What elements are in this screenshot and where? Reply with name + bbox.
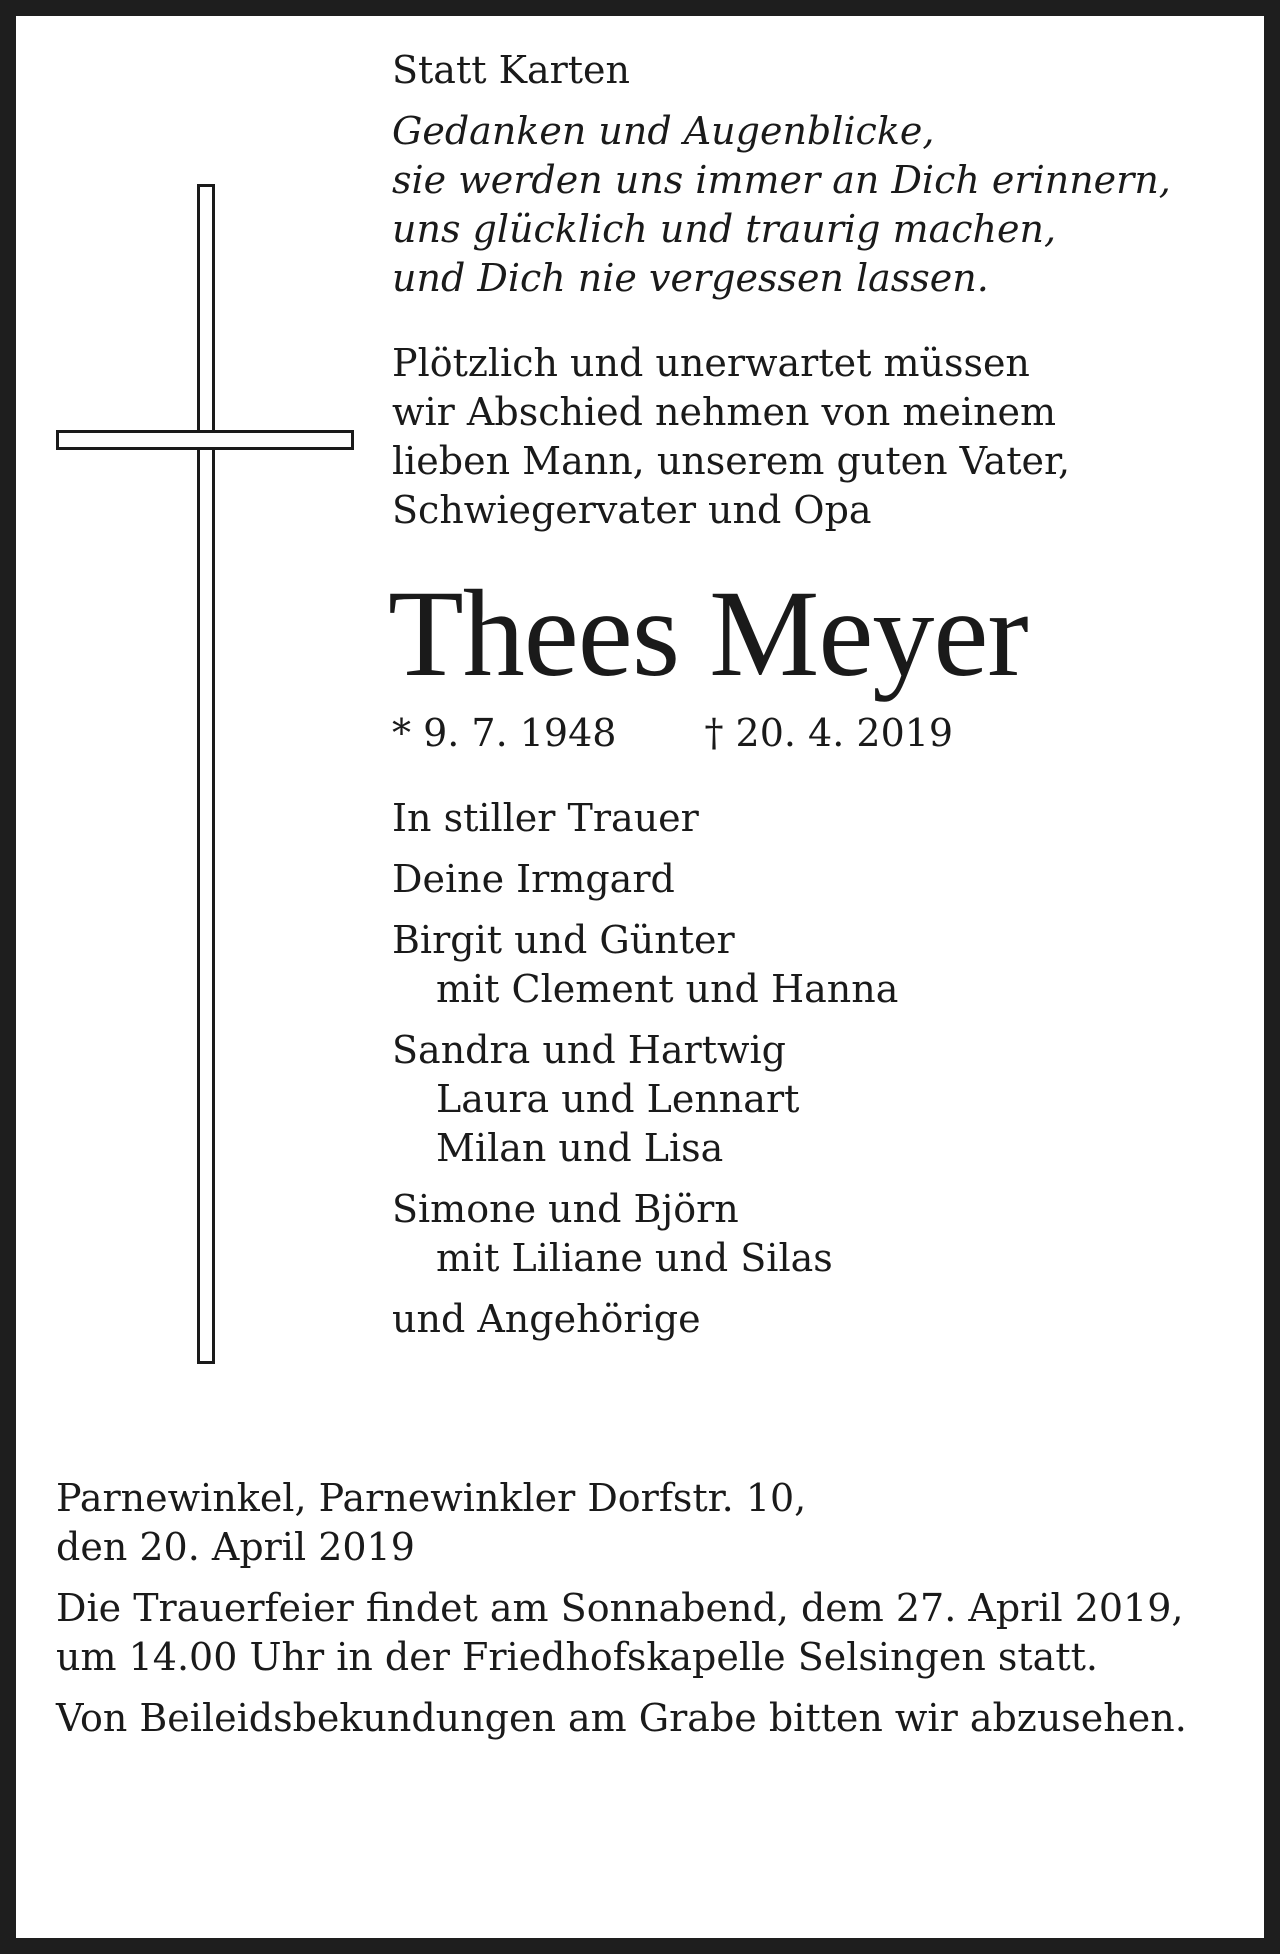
mourner-family-children: Milan und Lisa	[436, 1126, 724, 1170]
mourner-family	[392, 1026, 1252, 1173]
cross-joint	[200, 433, 212, 447]
death-date: † 20. 4. 2019	[704, 711, 954, 755]
announcement	[392, 339, 1252, 535]
address-date: den 20. April 2019	[56, 1525, 415, 1569]
poem-line: Gedanken und Augenblicke,	[392, 109, 935, 153]
mourner-spouse: Deine Irmgard	[392, 857, 675, 901]
mourner-relatives: und Angehörige	[392, 1297, 701, 1341]
mourner-family-children: mit Liliane und Silas	[436, 1236, 833, 1280]
poem-line: uns glücklich und traurig machen,	[392, 207, 1057, 251]
mourner-family-parents: Sandra und Hartwig	[392, 1028, 786, 1072]
announcement-line: lieben Mann, unserem guten Vater,	[392, 439, 1071, 483]
poem-line: und Dich nie vergessen lassen.	[392, 256, 989, 300]
cross-vertical-beam	[197, 184, 215, 1364]
mourners-intro: In stiller Trauer	[392, 796, 699, 840]
announcement-line: wir Abschied nehmen von meinem	[392, 390, 1057, 434]
condolences-note: Von Beileidsbekundungen am Grabe bitten wir abzusehen.	[56, 1696, 1187, 1740]
mourner-family	[392, 916, 1252, 1014]
mourners	[392, 794, 1252, 1344]
mourner-family-parents: Simone und Björn	[392, 1187, 739, 1231]
poem-line: sie werden uns immer an Dich erinnern,	[392, 158, 1171, 202]
deceased-name: Thees Meyer	[388, 565, 1028, 702]
announcement-line: Plötzlich und unerwartet müssen	[392, 341, 1030, 385]
footer	[56, 1474, 1236, 1743]
mourner-family	[392, 1185, 1252, 1283]
announcement-line: Schwiegervater und Opa	[392, 488, 872, 532]
service-info: Die Trauerfeier findet am Sonnabend, dem 27. April 2019, um 14.00 Uhr in der Friedhofskapelle Selsingen statt.	[56, 1586, 1184, 1679]
mourner-family-children: Laura und Lennart	[436, 1077, 800, 1121]
statt-karten: Statt Karten	[392, 48, 631, 92]
mourner-family-parents: Birgit und Günter	[392, 918, 735, 962]
address-line: Parnewinkel, Parnewinkler Dorfstr. 10,	[56, 1476, 807, 1520]
poem	[392, 107, 1252, 303]
birth-date: * 9. 7. 1948	[392, 711, 617, 755]
life-dates	[392, 709, 1252, 758]
main-column	[388, 46, 1252, 1344]
mourner-family-children: mit Clement und Hanna	[436, 967, 899, 1011]
